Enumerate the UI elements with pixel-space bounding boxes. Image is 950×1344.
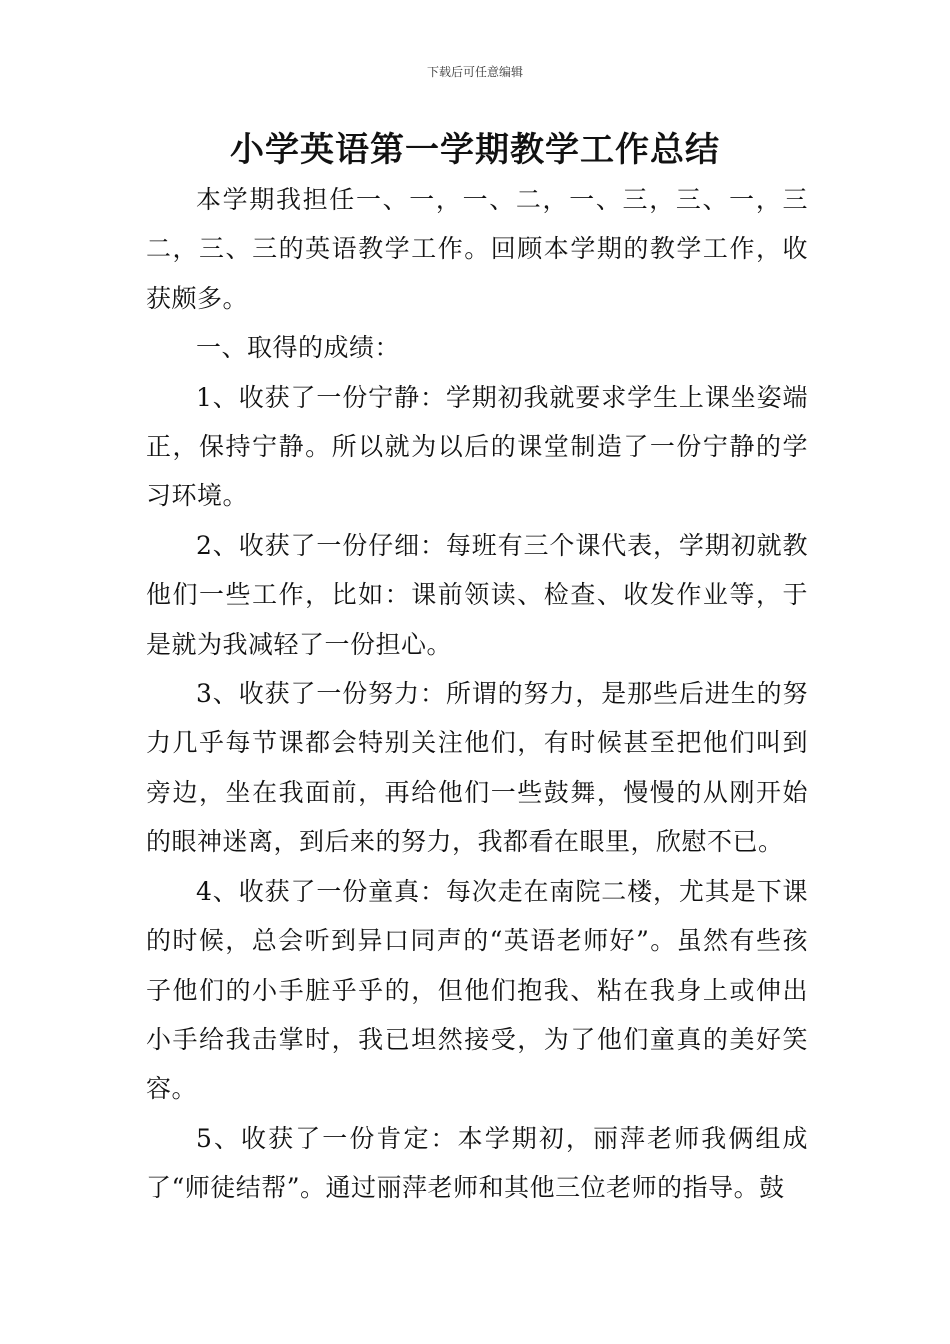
paragraph-item-1: 1、收获了一份宁静：学期初我就要求学生上课坐姿端正，保持宁静。所以就为以后的课堂制造了一份宁静的学习环境。 — [146, 382, 808, 511]
document-title: 小学英语第一学期教学工作总结 — [230, 130, 720, 170]
paragraph-item-5: 5、收获了一份肯定：本学期初，丽萍老师我俩组成了“师徒结帮”。通过丽萍老师和其他三位老师的指导。鼓 — [146, 1123, 808, 1203]
paragraph-item-4: 4、收获了一份童真：每次走在南院二楼，尤其是下课的时候，总会听到异口同声的“英语老师好”。虽然有些孩子他们的小手脏乎乎的，但他们抱我、粘在我身上或伸出小手给我击掌时，我已坦然接受，为了他们童真的美好笑容。 — [146, 876, 808, 1104]
paragraph-item-2: 2、收获了一份仔细：每班有三个课代表，学期初就教他们一些工作，比如：课前领读、检查、收发作业等，于是就为我减轻了一份担心。 — [146, 530, 808, 659]
paragraph-intro: 本学期我担任一、一，一、二，一、三，三、一，三二，三、三的英语教学工作。回顾本学期的教学工作，收获颇多。 — [146, 185, 808, 313]
section-heading-achievements: 一、取得的成绩： — [196, 333, 401, 363]
header-note: 下载后可任意编辑 — [426, 65, 523, 79]
document-body — [146, 175, 808, 1213]
paragraph-item-3: 3、收获了一份努力：所谓的努力，是那些后进生的努力几乎每节课都会特别关注他们，有时候甚至把他们叫到旁边，坐在我面前，再给他们一些鼓舞，慢慢的从刚开始的眼神迷离，到后来的努力，我都看在眼里，欣慰不已。 — [146, 679, 808, 857]
